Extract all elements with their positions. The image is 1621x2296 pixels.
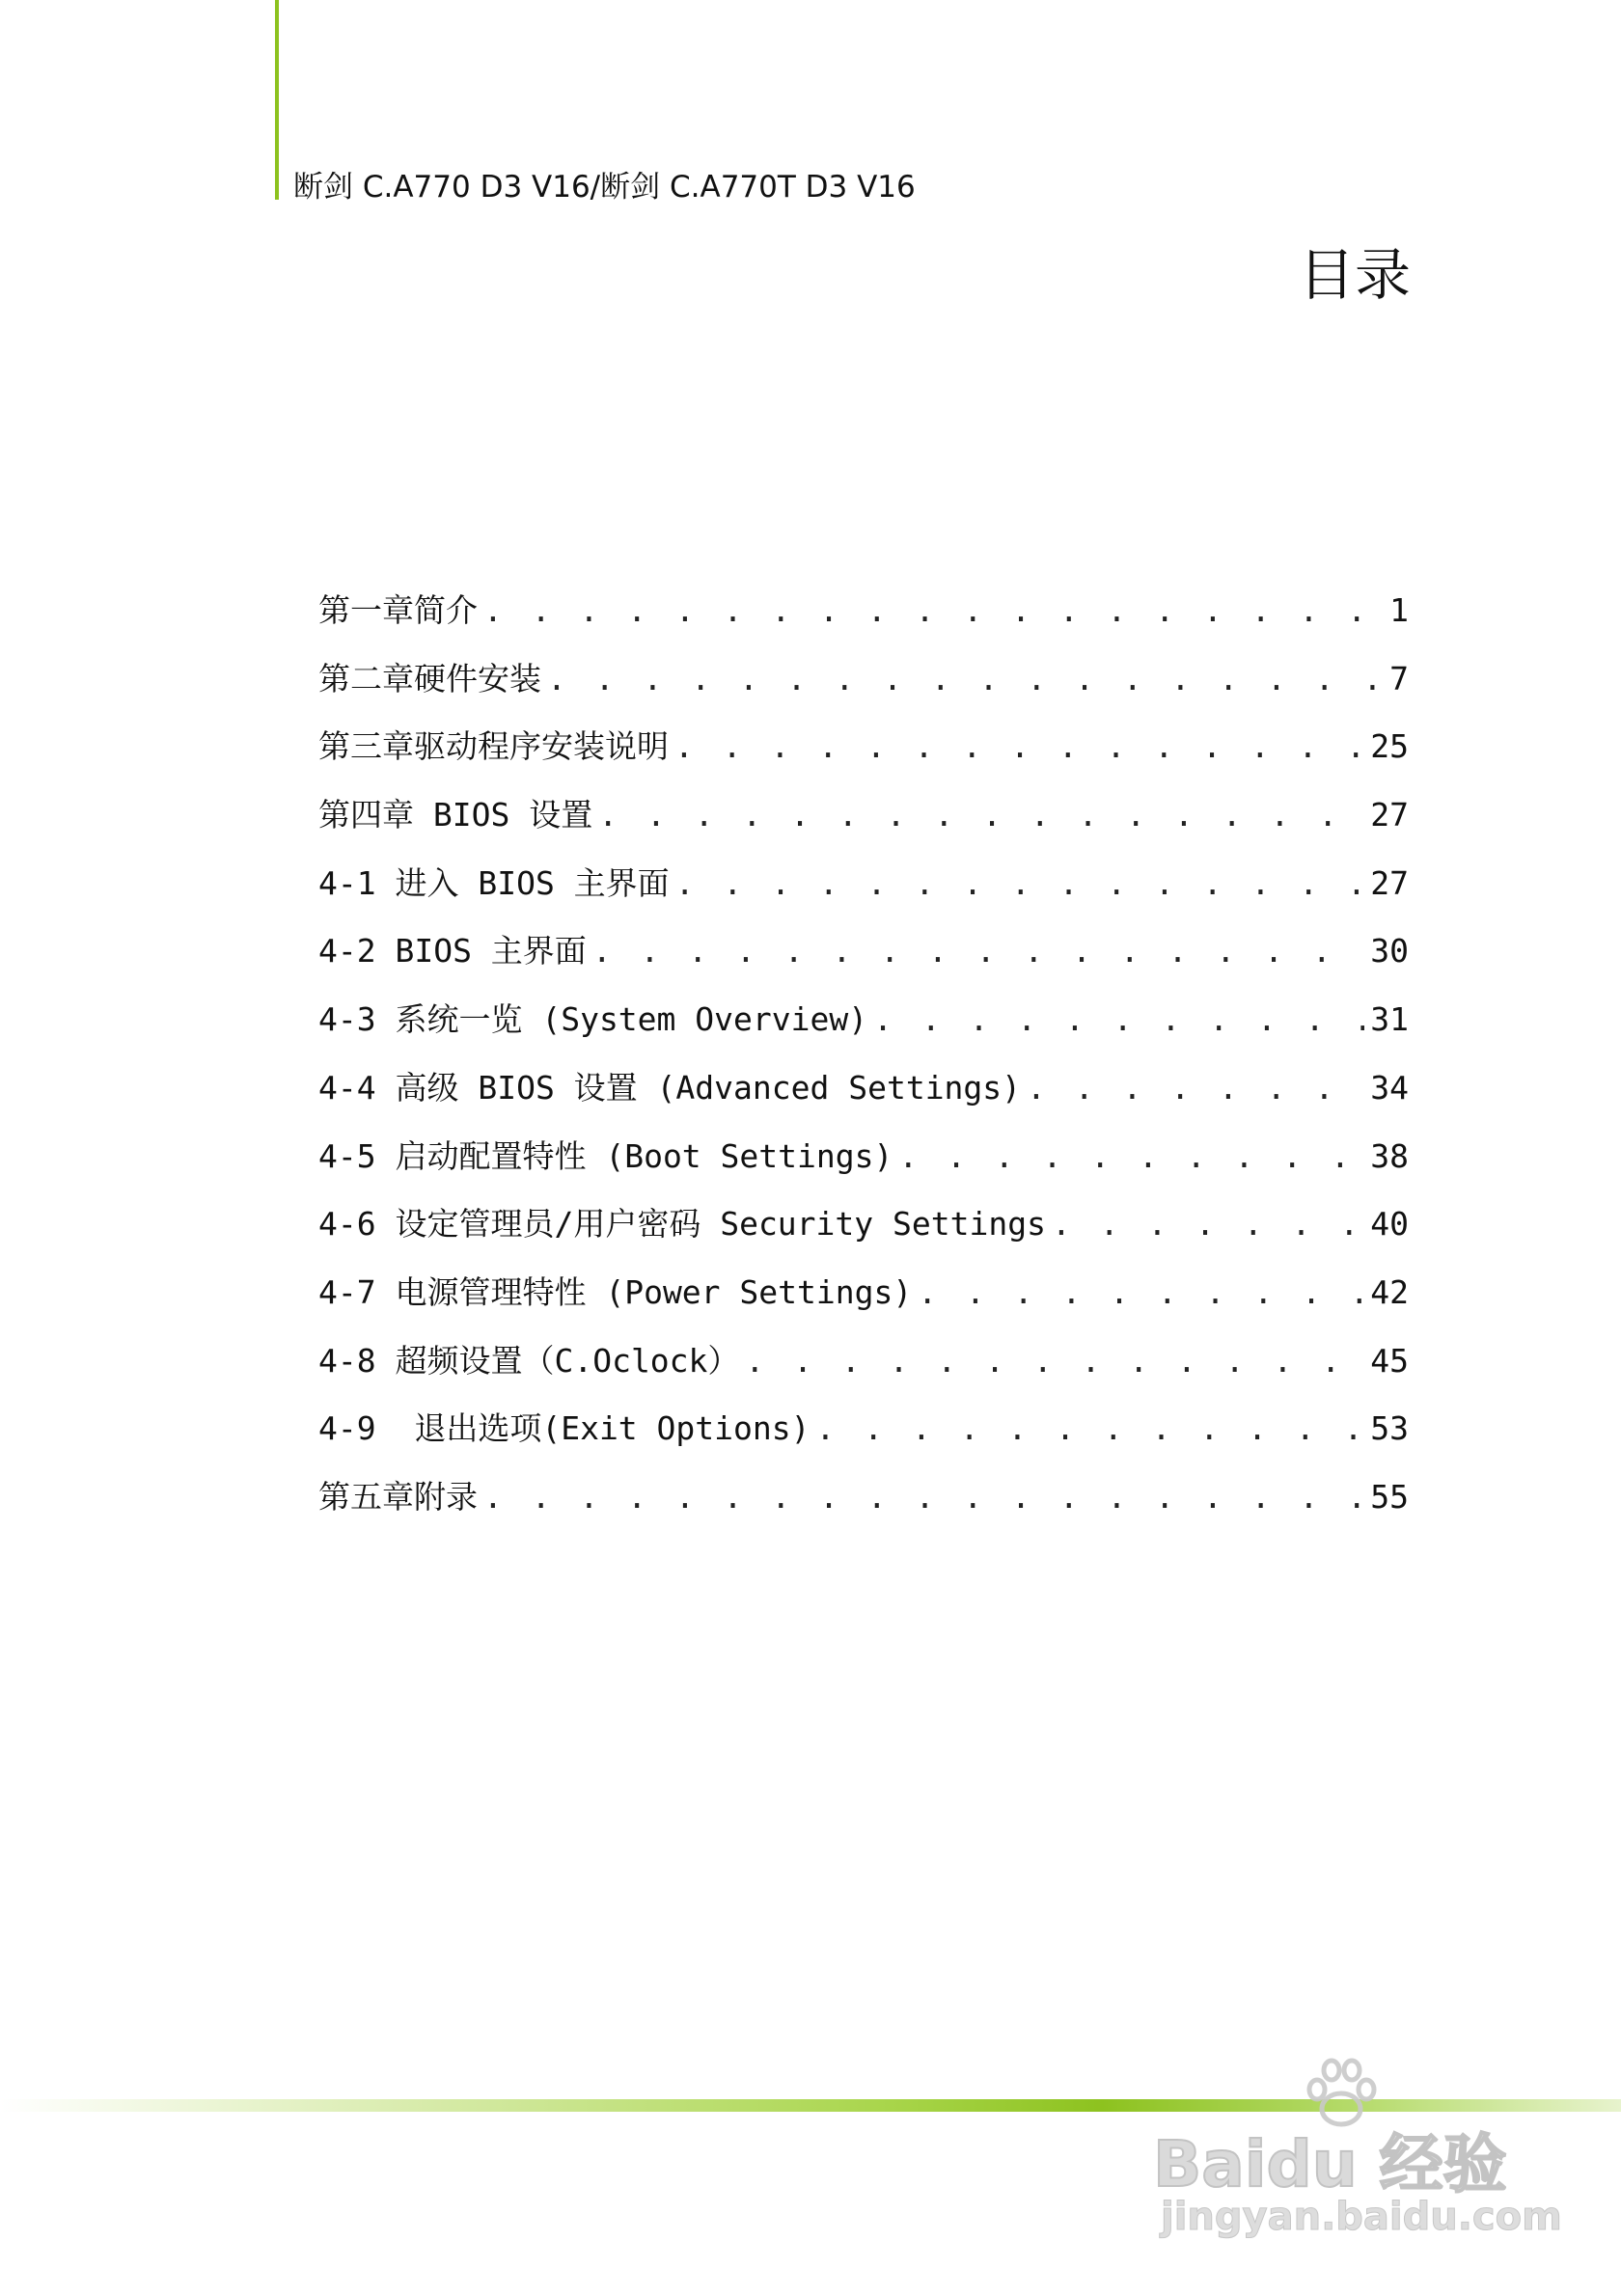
toc-entry[interactable] bbox=[318, 1197, 1409, 1266]
toc-entry-page: 38 bbox=[1370, 1136, 1409, 1175]
header-side-rule bbox=[275, 0, 279, 200]
toc-entry-page: 1 bbox=[1389, 591, 1409, 629]
toc-entry[interactable] bbox=[318, 1266, 1409, 1334]
watermark-url: jingyan.baidu.com bbox=[1161, 2195, 1562, 2239]
toc-entry[interactable] bbox=[318, 652, 1409, 721]
toc-entry[interactable] bbox=[318, 1061, 1409, 1130]
toc-entry-title: 4-9 退出选项(Exit Options) bbox=[318, 1409, 810, 1448]
toc-entry[interactable] bbox=[318, 924, 1409, 993]
toc-entry-page: 53 bbox=[1370, 1409, 1409, 1448]
toc-entry-page: 27 bbox=[1370, 863, 1409, 902]
toc-entry[interactable] bbox=[318, 857, 1409, 925]
toc-dot-leader bbox=[674, 720, 1364, 774]
baidu-watermark bbox=[1153, 2055, 1562, 2248]
toc-entry[interactable] bbox=[318, 1334, 1409, 1403]
toc-entry[interactable] bbox=[318, 993, 1409, 1061]
toc-dot-leader bbox=[745, 1334, 1364, 1388]
toc-dot-leader bbox=[816, 1402, 1365, 1456]
toc-entry-page: 34 bbox=[1370, 1068, 1409, 1107]
toc-entry-page: 25 bbox=[1370, 727, 1409, 766]
toc-dot-leader bbox=[592, 924, 1364, 978]
toc-dot-leader bbox=[898, 1130, 1364, 1184]
toc-entry-title: 第四章 BIOS 设置 bbox=[318, 796, 593, 834]
toc-entry-page: 45 bbox=[1370, 1341, 1409, 1380]
toc-dot-leader bbox=[547, 652, 1384, 706]
table-of-contents bbox=[318, 584, 1409, 1539]
toc-entry-title: 4-7 电源管理特性 (Power Settings) bbox=[318, 1272, 913, 1311]
toc-entry[interactable] bbox=[318, 1402, 1409, 1470]
toc-entry-page: 55 bbox=[1370, 1477, 1409, 1516]
toc-entry-title: 第二章硬件安装 bbox=[318, 659, 541, 697]
toc-entry-page: 42 bbox=[1370, 1272, 1409, 1311]
toc-entry-title: 第一章简介 bbox=[318, 591, 478, 629]
toc-entry-page: 27 bbox=[1370, 796, 1409, 834]
toc-entry-title: 4-3 系统一览 (System Overview) bbox=[318, 1000, 868, 1039]
toc-entry-title: 4-6 设定管理员/用户密码 Security Settings bbox=[318, 1205, 1046, 1244]
toc-entry[interactable] bbox=[318, 1130, 1409, 1198]
watermark-brand: Baidu 经验 bbox=[1153, 2127, 1507, 2201]
toc-entry-title: 4-1 进入 BIOS 主界面 bbox=[318, 863, 670, 902]
toc-entry-page: 30 bbox=[1370, 932, 1409, 970]
toc-dot-leader bbox=[1027, 1061, 1364, 1115]
toc-entry-title: 4-4 高级 BIOS 设置 (Advanced Settings) bbox=[318, 1068, 1022, 1107]
toc-entry-page: 7 bbox=[1389, 659, 1409, 697]
toc-dot-leader bbox=[675, 857, 1365, 911]
toc-entry-title: 第五章附录 bbox=[318, 1477, 478, 1516]
toc-entry[interactable] bbox=[318, 788, 1409, 857]
toc-dot-leader bbox=[483, 1470, 1364, 1524]
header-title: 断剑 C.A770 D3 V16/断剑 C.A770T D3 V16 bbox=[293, 170, 916, 205]
toc-dot-leader bbox=[918, 1266, 1364, 1320]
toc-entry-title: 4-2 BIOS 主界面 bbox=[318, 932, 587, 970]
toc-dot-leader bbox=[1052, 1197, 1364, 1251]
toc-entry-title: 4-8 超频设置（C.Oclock） bbox=[318, 1341, 740, 1380]
toc-entry-title: 第三章驱动程序安装说明 bbox=[318, 727, 669, 766]
toc-dot-leader bbox=[483, 584, 1384, 638]
toc-entry-page: 31 bbox=[1370, 1000, 1409, 1039]
toc-dot-leader bbox=[873, 993, 1364, 1047]
toc-entry[interactable] bbox=[318, 1470, 1409, 1539]
toc-entry-page: 40 bbox=[1370, 1205, 1409, 1244]
toc-heading: 目录 bbox=[1298, 242, 1411, 308]
toc-entry[interactable] bbox=[318, 584, 1409, 652]
toc-entry-title: 4-5 启动配置特性 (Boot Settings) bbox=[318, 1136, 893, 1175]
toc-entry[interactable] bbox=[318, 720, 1409, 788]
toc-dot-leader bbox=[598, 788, 1364, 842]
